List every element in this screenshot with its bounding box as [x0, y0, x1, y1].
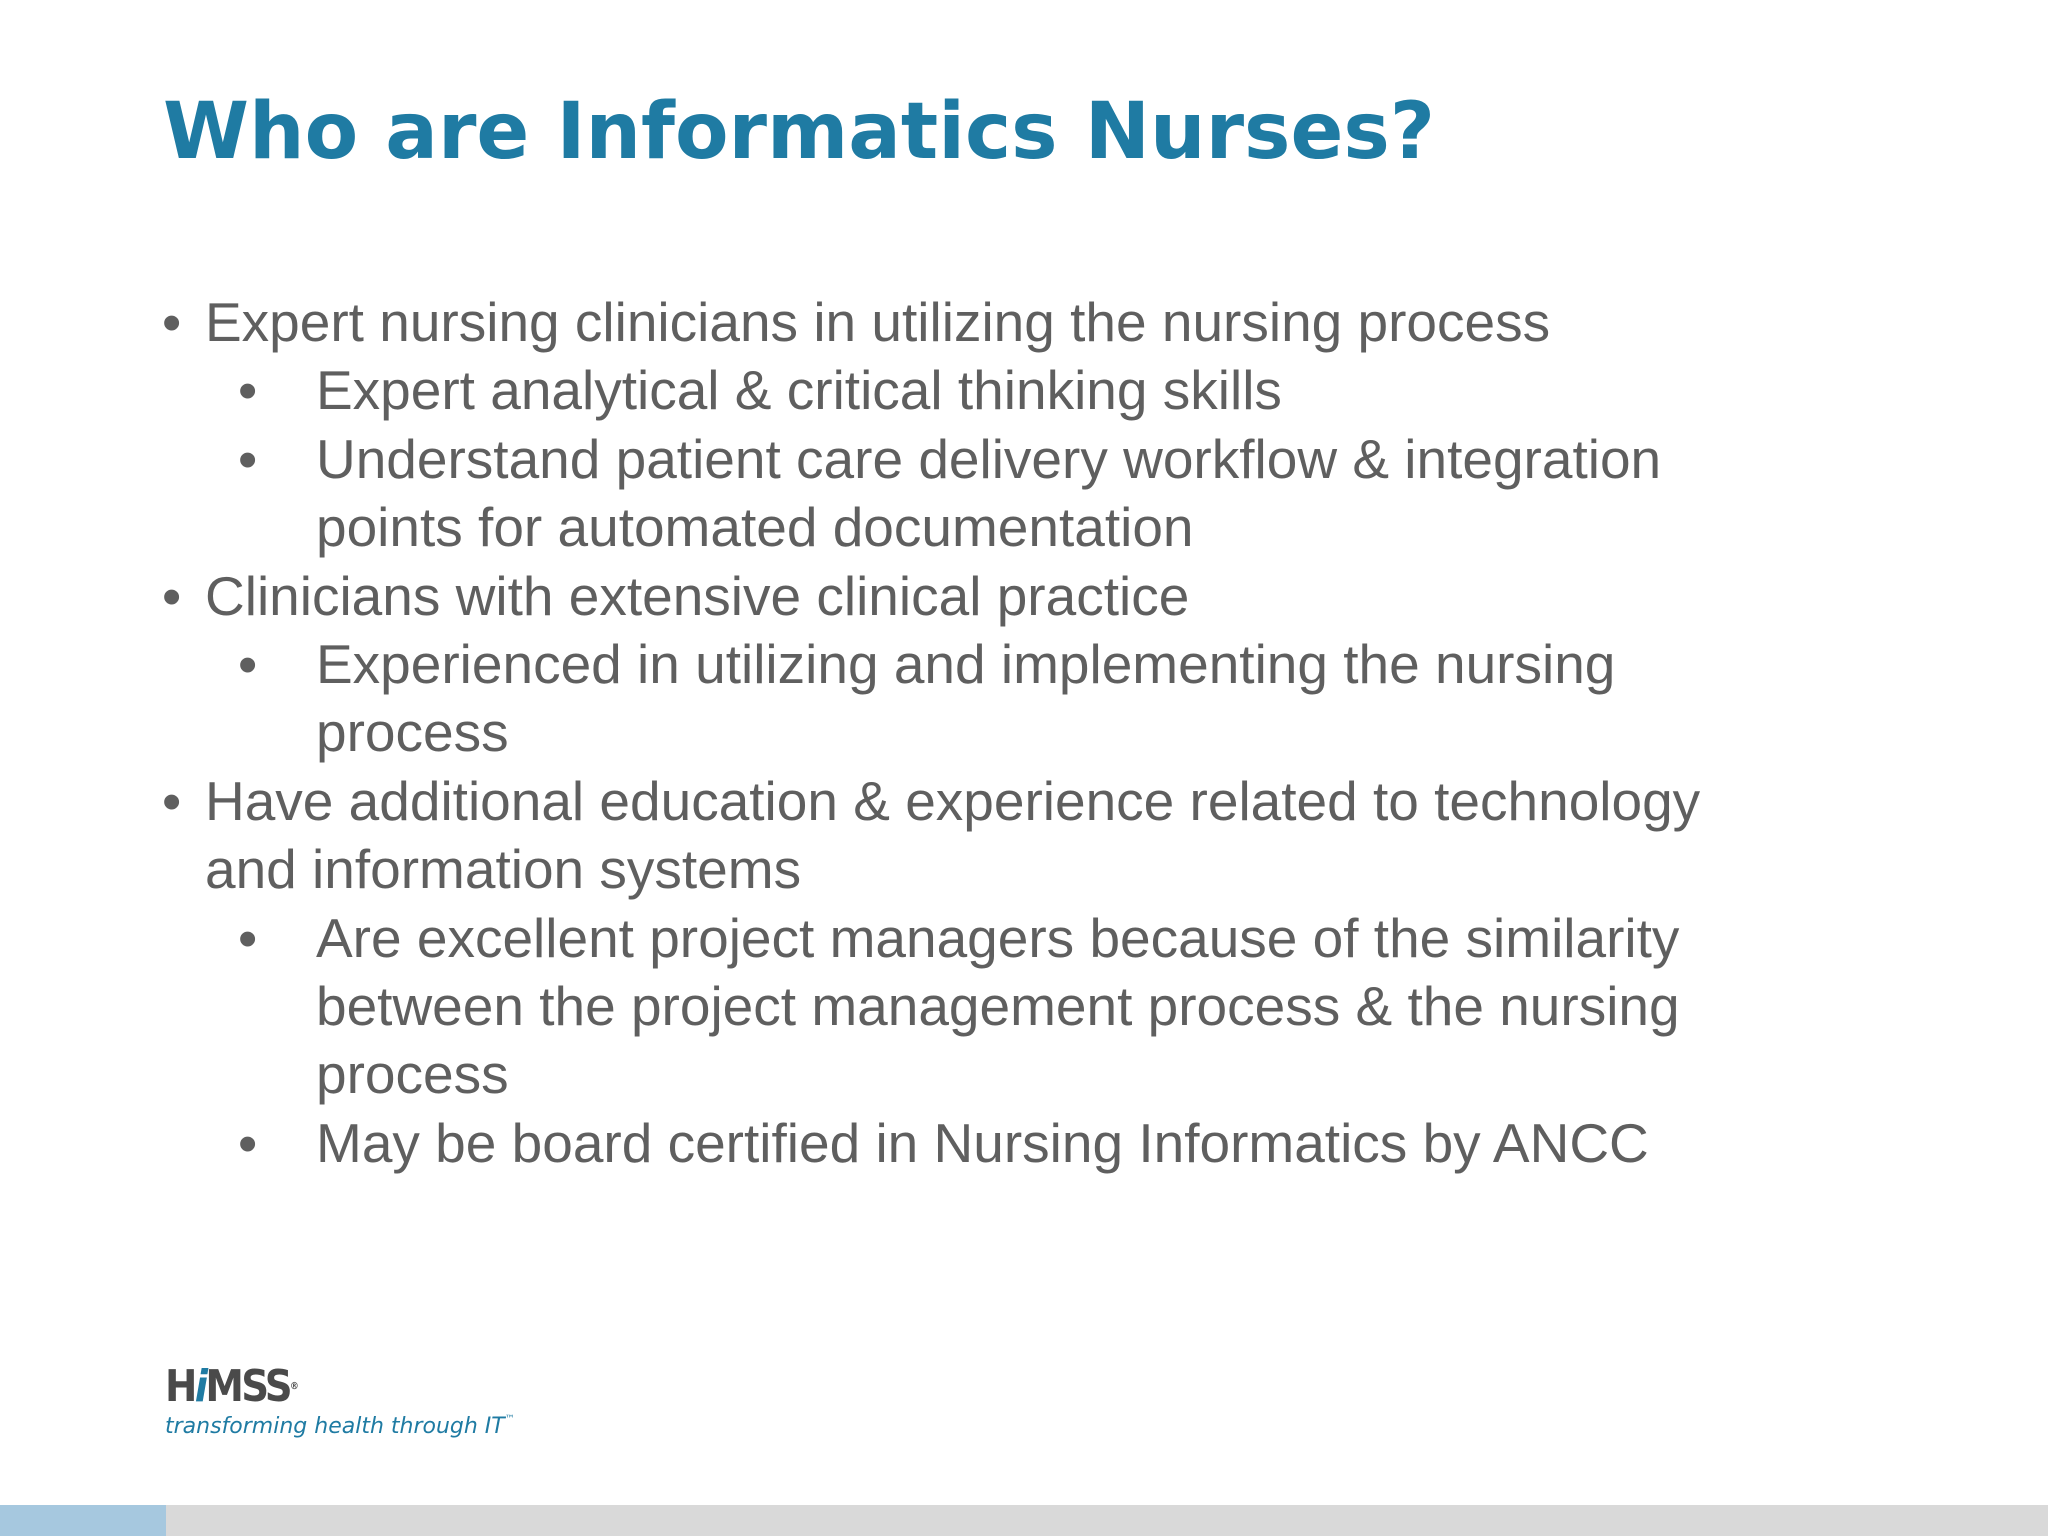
- bullet-item: [0, 288, 1805, 356]
- sub-bullet-item: [0, 904, 1776, 1109]
- bullet-text: May be board certified in Nursing Informatics by ANCC: [316, 1111, 1649, 1174]
- logo-wordmark: HiMSS®: [165, 1361, 299, 1412]
- footer-accent: [0, 1505, 166, 1536]
- bullet-list: [0, 288, 2048, 1177]
- bullet-text: Clinicians with extensive clinical practice: [205, 564, 1190, 627]
- bullet-text: Understand patient care delivery workflow & integration points for automated documentation: [316, 427, 1662, 559]
- bullet-text: Expert analytical & critical thinking skills: [316, 359, 1282, 422]
- bullet-dot-icon: •: [162, 769, 182, 832]
- bullet-dot-icon: •: [238, 427, 258, 490]
- bullet-dot-icon: •: [238, 1111, 258, 1174]
- bullet-dot-icon: •: [162, 291, 182, 353]
- bullet-dot-icon: •: [238, 906, 258, 969]
- slide-title: Who are Informatics Nurses?: [163, 87, 1436, 177]
- bullet-text: Have additional education & experience related to technology and information systems: [205, 769, 1701, 901]
- bullet-dot-icon: •: [238, 633, 258, 696]
- bullet-text: Are excellent project managers because of the similarity between the project management process & the nursing process: [316, 906, 1680, 1106]
- sub-bullet-item: [0, 630, 1776, 767]
- sub-bullet-item: [0, 356, 1776, 424]
- bullet-dot-icon: •: [162, 564, 182, 627]
- bullet-item: [0, 767, 1805, 904]
- sub-bullet-item: [0, 425, 1776, 562]
- bullet-text: Expert nursing clinicians in utilizing the nursing process: [205, 291, 1551, 353]
- bullet-text: Experienced in utilizing and implementing the nursing process: [316, 633, 1616, 764]
- sub-bullet-item: [0, 1109, 1776, 1177]
- bullet-dot-icon: •: [238, 359, 258, 422]
- bullet-item: [0, 562, 1805, 630]
- logo-tagline: transforming health through IT™: [165, 1414, 515, 1439]
- footer-bar: [0, 1505, 2048, 1536]
- himss-logo: [165, 1362, 515, 1439]
